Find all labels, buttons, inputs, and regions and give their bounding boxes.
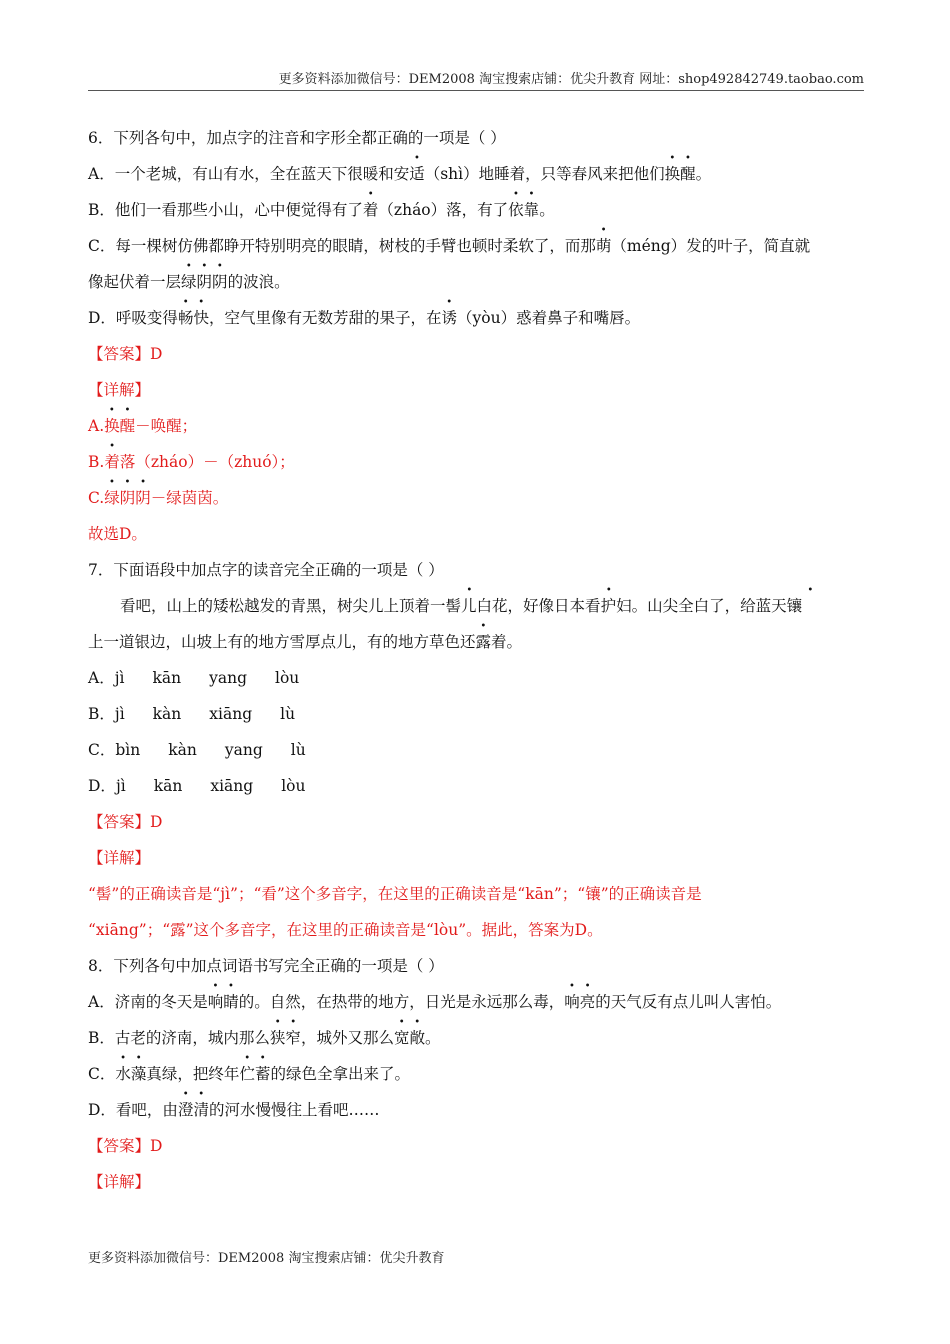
q7-answer: 【答案】D [88, 813, 163, 831]
q7-option-b: B．jì kàn xiāng lù [88, 705, 296, 723]
q6-detail-b: B.着落（zháo）－（zhuó）； [88, 453, 295, 471]
q8-option-a: A．济南的冬天是响睛的。自然，在热带的地方，日光是永远那么毒，响亮的天气反有点儿叫人害怕。 [88, 993, 782, 1011]
page-header: 更多资料添加微信号：DEM2008 淘宝搜索店铺：优尖升教育 网址：shop492842749.taobao.com [88, 68, 864, 91]
q7-option-c: C．bìn kàn yang lù [88, 741, 306, 759]
q8-stem: 8．下列各句中加点词语书写完全正确的一项是（ ） [88, 957, 444, 975]
q6-stem: 6．下列各句中，加点字的注音和字形全都正确的一项是（ ） [88, 129, 506, 147]
q7-detail-label: 【详解】 [88, 849, 151, 867]
q6-option-b: B．他们一看那些小山，心中便觉得有了着（zháo）落，有了依靠。 [88, 201, 555, 219]
q6-detail-conclusion: 故选D。 [88, 525, 147, 543]
q6-option-c-cont: 像起伏着一层绿阴阴的波浪。 [88, 273, 290, 291]
q7-option-a: A．jì kān yang lòu [88, 669, 300, 687]
q7-passage-line1: 看吧，山上的矮松越发的青黑，树尖儿上顶着一髻儿白花，好像日本看护妇。山尖全白了，给蓝天镶 [120, 597, 803, 615]
q7-detail-line1: “髻”的正确读音是“jì”；“看”这个多音字，在这里的正确读音是“kān”；“镶”的正确读音是 [88, 885, 702, 903]
q6-option-a: A．一个老城，有山有水，全在蓝天下很暖和安适（shì）地睡着，只等春风来把他们换醒。 [88, 165, 712, 183]
document-body [88, 112, 864, 1198]
q8-option-d: D．看吧，由澄清的河水慢慢往上看吧…… [88, 1101, 380, 1119]
q8-detail-label: 【详解】 [88, 1173, 151, 1191]
q8-option-b: B．古老的济南，城内那么狭窄，城外又那么宽敞。 [88, 1029, 441, 1047]
q6-option-c: C．每一棵树仿佛都睁开特别明亮的眼睛，树枝的手臂也顿时柔软了，而那萌（méng）发的叶子，简直就 [88, 237, 811, 255]
page-footer: 更多资料添加微信号：DEM2008 淘宝搜索店铺：优尖升教育 [88, 1251, 445, 1266]
q8-answer: 【答案】D [88, 1137, 163, 1155]
q7-option-d: D．jì kān xiāng lòu [88, 777, 306, 795]
q6-answer: 【答案】D [88, 345, 163, 363]
q8-option-c: C．水藻真绿，把终年伫蓄的绿色全拿出来了。 [88, 1065, 410, 1083]
q6-detail-a: A.换醒－唤醒； [88, 417, 198, 435]
q7-detail-line2: “xiāng”；“露”这个多音字，在这里的正确读音是“lòu”。据此，答案为D。 [88, 921, 603, 939]
q6-detail-label: 【详解】 [88, 381, 151, 399]
q6-detail-c: C.绿阴阴－绿茵茵。 [88, 489, 229, 507]
q7-stem: 7．下面语段中加点字的读音完全正确的一项是（ ） [88, 561, 444, 579]
q7-passage-line2: 上一道银边，山坡上有的地方雪厚点儿，有的地方草色还露着。 [88, 633, 523, 651]
q6-option-d: D．呼吸变得畅快，空气里像有无数芳甜的果子，在诱（yòu）惑着鼻子和嘴唇。 [88, 309, 641, 327]
